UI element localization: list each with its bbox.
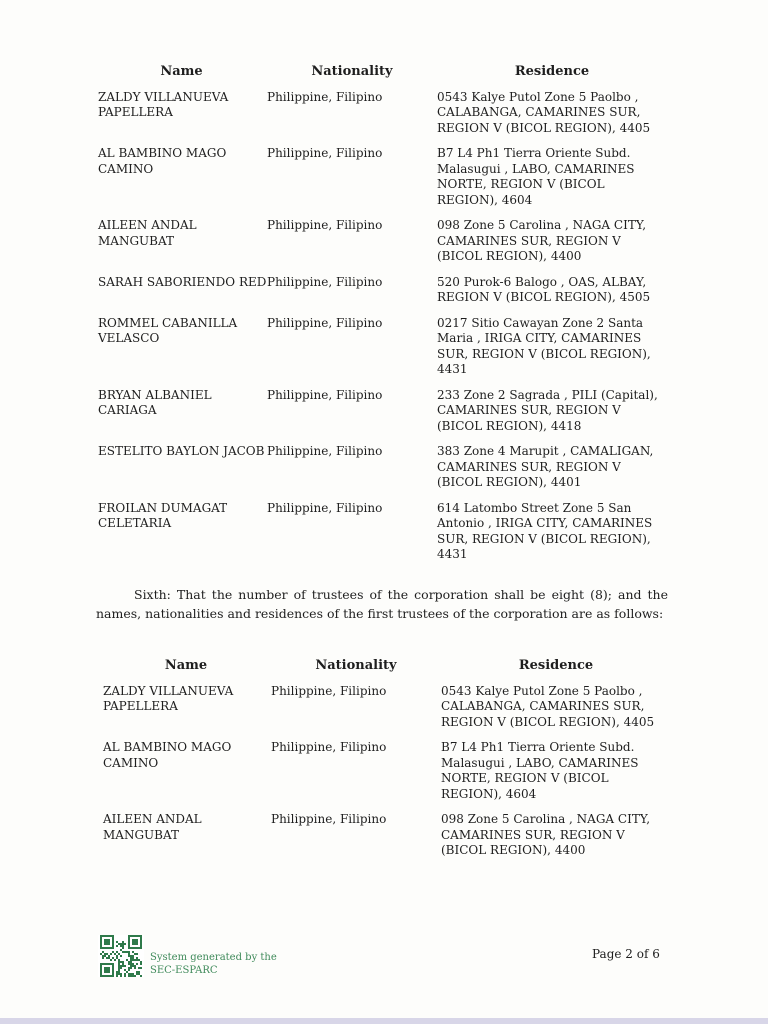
- person-residence: 520 Purok-6 Balogo , OAS, ALBAY, REGION V (BICOL REGION), 4505: [437, 274, 651, 304]
- person-name: AL BAMBINO MAGO CAMINO: [103, 740, 232, 770]
- person-nationality: Philippine, Filipino: [267, 274, 383, 289]
- sixth-article-paragraph: Sixth: That the number of trustees of the corporation shall be eight (8); and the names, nationalities and residences of the first trustees of the corporation are as follows:: [96, 587, 668, 621]
- person-nationality: Philippine, Filipino: [267, 218, 383, 232]
- table-row: [101, 812, 671, 869]
- incorporators-table: [96, 64, 667, 573]
- person-residence: 0217 Sitio Cawayan Zone 2 Santa Maria , IRIGA CITY, CAMARINES SUR, REGION V (BICOL REGION), 4431: [437, 315, 651, 376]
- person-name: ROMMEL CABANILLA VELASCO: [98, 315, 238, 345]
- person-nationality: Philippine, Filipino: [267, 444, 383, 458]
- person-residence: 0543 Kalye Putol Zone 5 Paolbo , CALABANGA, CAMARINES SUR, REGION V (BICOL REGION), 4405: [441, 683, 655, 729]
- person-name: FROILAN DUMAGAT CELETARIA: [98, 500, 228, 530]
- table-row: [96, 218, 667, 275]
- trustees-table: [101, 658, 671, 869]
- header-nationality: Nationality: [311, 64, 393, 79]
- header-nationality: Nationality: [315, 658, 397, 673]
- person-nationality: Philippine, Filipino: [267, 387, 383, 402]
- person-nationality: Philippine, Filipino: [267, 146, 383, 160]
- table-row: [96, 444, 667, 501]
- table-row: [96, 275, 667, 316]
- person-nationality: Philippine, Filipino: [271, 740, 387, 754]
- person-residence: 614 Latombo Street Zone 5 San Antonio , IRIGA CITY, CAMARINES SUR, REGION V (BICOL REGION), 4431: [437, 500, 653, 561]
- table-row: [96, 501, 667, 573]
- table-row: [96, 146, 667, 218]
- table-row: [96, 316, 667, 388]
- table-header-row: [96, 64, 667, 90]
- header-name: Name: [164, 658, 208, 673]
- person-name: AL BAMBINO MAGO CAMINO: [98, 146, 227, 176]
- person-name: ZALDY VILLANUEVA PAPELLERA: [103, 683, 234, 713]
- person-nationality: Philippine, Filipino: [267, 500, 383, 515]
- page-number: Page 2 of 6: [592, 947, 660, 961]
- person-name: ESTELITO BAYLON JACOB: [98, 444, 265, 458]
- header-residence: Residence: [514, 64, 590, 79]
- person-residence: B7 L4 Ph1 Tierra Oriente Subd. Malasugui , LABO, CAMARINES NORTE, REGION V (BICOL REGION), 4604: [441, 740, 639, 801]
- person-nationality: Philippine, Filipino: [271, 812, 387, 826]
- system-generated-note: System generated by the SEC-ESPARC: [150, 952, 277, 976]
- person-residence: B7 L4 Ph1 Tierra Oriente Subd. Malasugui , LABO, CAMARINES NORTE, REGION V (BICOL REGION), 4604: [437, 146, 635, 207]
- person-nationality: Philippine, Filipino: [267, 315, 383, 330]
- qr-code-icon: [98, 935, 144, 977]
- person-name: ZALDY VILLANUEVA PAPELLERA: [98, 89, 229, 119]
- person-residence: 233 Zone 2 Sagrada , PILI (Capital), CAMARINES SUR, REGION V (BICOL REGION), 4418: [437, 387, 658, 433]
- person-nationality: Philippine, Filipino: [271, 683, 387, 698]
- header-residence: Residence: [518, 658, 594, 673]
- person-name: SARAH SABORIENDO RED: [98, 274, 267, 289]
- person-residence: 383 Zone 4 Marupit , CAMALIGAN, CAMARINES SUR, REGION V (BICOL REGION), 4401: [437, 444, 654, 489]
- header-name: Name: [160, 64, 203, 79]
- table-row: [96, 90, 667, 147]
- table-row: [96, 388, 667, 445]
- person-residence: 098 Zone 5 Carolina , NAGA CITY, CAMARINES SUR, REGION V (BICOL REGION), 4400: [437, 218, 647, 263]
- scan-edge: [0, 1018, 768, 1024]
- person-name: AILEEN ANDAL MANGUBAT: [103, 812, 202, 842]
- table-row: [101, 684, 671, 741]
- person-residence: 0543 Kalye Putol Zone 5 Paolbo , CALABANGA, CAMARINES SUR, REGION V (BICOL REGION), 4405: [437, 89, 651, 135]
- person-nationality: Philippine, Filipino: [267, 89, 383, 104]
- person-name: BRYAN ALBANIEL CARIAGA: [98, 387, 212, 417]
- table-header-row: [101, 658, 671, 684]
- person-residence: 098 Zone 5 Carolina , NAGA CITY, CAMARINES SUR, REGION V (BICOL REGION), 4400: [441, 812, 651, 857]
- table-row: [101, 740, 671, 812]
- person-name: AILEEN ANDAL MANGUBAT: [98, 218, 197, 248]
